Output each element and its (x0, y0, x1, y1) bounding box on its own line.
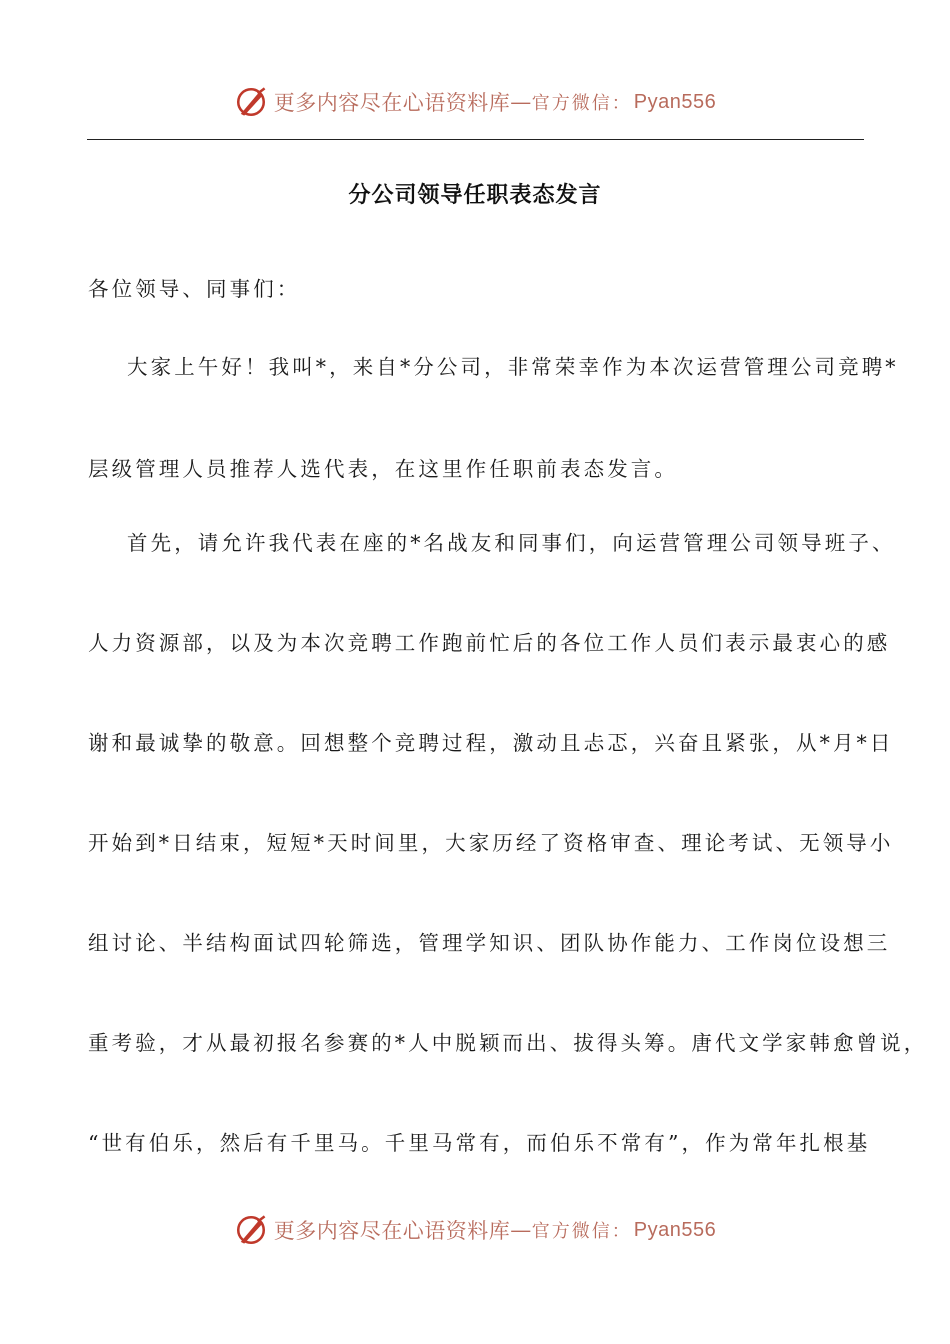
page-title: 分公司领导任职表态发言 (348, 183, 602, 208)
footer-brand-text: 更多内容尽在心语资料库 (273, 1219, 511, 1243)
header-banner-text (274, 87, 716, 117)
body-line: 各位领导、同事们： (88, 277, 301, 301)
footer-dash: — (510, 1218, 532, 1242)
body-line: 重考验，才从最初报名参赛的*人中脱颖而出、拔得头筹。唐代文学家韩愈曾说， (88, 1031, 928, 1055)
body-line: 人力资源部，以及为本次竞聘工作跑前忙后的各位工作人员们表示最衷心的感 (88, 631, 891, 655)
body-line: 大家上午好！我叫*，来自*分公司，非常荣幸作为本次运营管理公司竞聘* (127, 355, 899, 379)
header-dash: — (510, 90, 532, 114)
body-line: 组讨论、半结构面试四轮筛选，管理学知识、团队协作能力、工作岗位设想三 (88, 931, 891, 955)
body-line: 开始到*日结束，短短*天时间里，大家历经了资格审查、理论考试、无领导小 (88, 831, 894, 855)
footer-wechat-label: 官方微信： (531, 1221, 632, 1242)
footer-banner-text (274, 1215, 716, 1245)
footer-wechat-id: Pyan556 (633, 1218, 717, 1241)
body-line: “世有伯乐，然后有千里马。千里马常有，而伯乐不常有”，作为常年扎根基 (88, 1131, 871, 1155)
header-banner (0, 82, 950, 122)
body-line: 谢和最诚挚的敬意。回想整个竞聘过程，激动且忐忑，兴奋且紧张，从*月*日 (88, 731, 894, 755)
body-line: 层级管理人员推荐人选代表，在这里作任职前表态发言。 (88, 457, 678, 481)
header-divider (87, 139, 864, 140)
footer-banner (0, 1210, 950, 1250)
pen-logo-icon (234, 85, 268, 119)
header-wechat-id: Pyan556 (633, 90, 717, 113)
header-brand-text: 更多内容尽在心语资料库 (273, 91, 511, 115)
body-line: 首先，请允许我代表在座的*名战友和同事们，向运营管理公司领导班子、 (127, 531, 896, 555)
header-wechat-label: 官方微信： (531, 93, 632, 114)
pen-logo-icon (234, 1213, 268, 1247)
